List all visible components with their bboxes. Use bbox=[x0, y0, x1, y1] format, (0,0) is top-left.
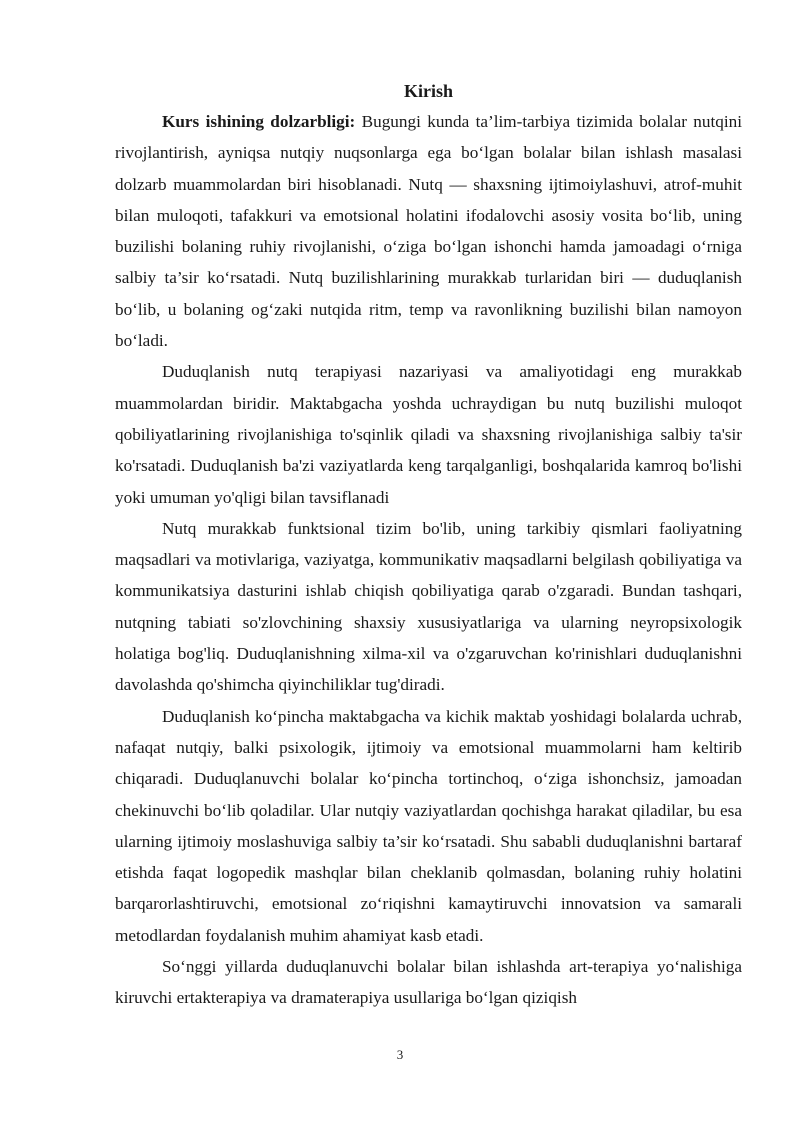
section-heading: Kirish bbox=[403, 81, 453, 101]
paragraph-relevance bbox=[115, 106, 742, 356]
page-number: 3 bbox=[396, 1047, 404, 1062]
paragraph-speech-system: Nutq murakkab funktsional tizim bo'lib, uning tarkibiy qismlari faoliyatning maqsadlari va motivlariga, vaziyatga, kommunikativ maqsadlarni belgilash qobiliyatiga va kommunikatsiya dasturini ishlab chiqish qobiliyatiga qarab o'zgaradi. Bundan tashqari, nutqning tabiati so'zlovchining shaxsiy xususiyatlariga va ularning neyropsixologik holatiga bog'liq. Duduqlanishning xilma-xil va o'zgaruvchan ko'rinishlari duduqlanishni davolashda qo'shimcha qiyinchiliklar tug'diradi. bbox=[115, 518, 742, 695]
document-page bbox=[115, 78, 742, 1014]
paragraph-lead: Kurs ishining dolzarbligi: bbox=[162, 112, 356, 131]
paragraph-children-effects: Duduqlanish ko‘pincha maktabgacha va kichik maktab yoshidagi bolalarda uchrab, nafaqat nutqiy, balki psixologik, ijtimoiy va emotsional muammolarni ham keltirib chiqaradi. Duduqlanuvchi bolalar ko‘pincha tortinchoq, o‘ziga ishonchsiz, jamoadan chekinuvchi bo‘lib qoladilar. Ular nutqiy vaziyatlardan qochishga harakat qiladilar, bu esa ularning ijtimoiy moslashuviga salbiy ta’sir ko‘rsatadi. Shu sababli duduqlanishni bartaraf etishda faqat logopedik mashqlar bilan cheklanib qolmasdan, bolaning ruhiy holatini barqarorlashtiruvchi, emotsional zo‘riqishni kamaytiruvchi innovatsion va samarali metodlardan foydalanish muhim ahamiyat kasb etadi. bbox=[115, 706, 742, 945]
paragraph-art-therapy: So‘nggi yillarda duduqlanuvchi bolalar bilan ishlashda art-terapiya yo‘nalishiga kiruvchi ertakterapiya va dramaterapiya usullariga bo‘lgan qiziqish bbox=[115, 957, 742, 1008]
paragraph-text: Bugungi kunda ta’lim-tarbiya tizimida bolalar nutqini rivojlantirish, ayniqsa nutqiy nuqsonlarga ega bo‘lgan bolalar bilan ishlash masalasi dolzarb muammolardan biri hisoblanadi. Nutq — shaxsning ijtimoiylashuvi, atrof-muhit bilan muloqoti, tafakkuri va emotsional holatini ifodalovchi asosiy vosita bo‘lib, uning buzilishi bolaning ruhiy rivojlanishi, o‘ziga bo‘lgan ishonchi hamda jamoadagi o‘rniga salbiy ta’sir ko‘rsatadi. Nutq buzilishlarining murakkab turlaridan biri — duduqlanish bo‘lib, u bolaning og‘zaki nutqida ritm, temp va ravonlikning buzilishi bilan namoyon bo‘ladi. bbox=[115, 112, 742, 351]
paragraph-stuttering-problem: Duduqlanish nutq terapiyasi nazariyasi va amaliyotidagi eng murakkab muammolardan biridir. Maktabgacha yoshda uchraydigan bu nutq buzilishi muloqot qobiliyatlarining rivojlanishiga to'sqinlik qiladi va shaxsning rivojlanishiga salbiy ta'sir ko'rsatadi. Duduqlanish ba'zi vaziyatlarda keng tarqalganligi, boshqalarida kamroq bo'lishi yoki umuman yo'qligi bilan tavsiflanadi bbox=[115, 362, 742, 507]
